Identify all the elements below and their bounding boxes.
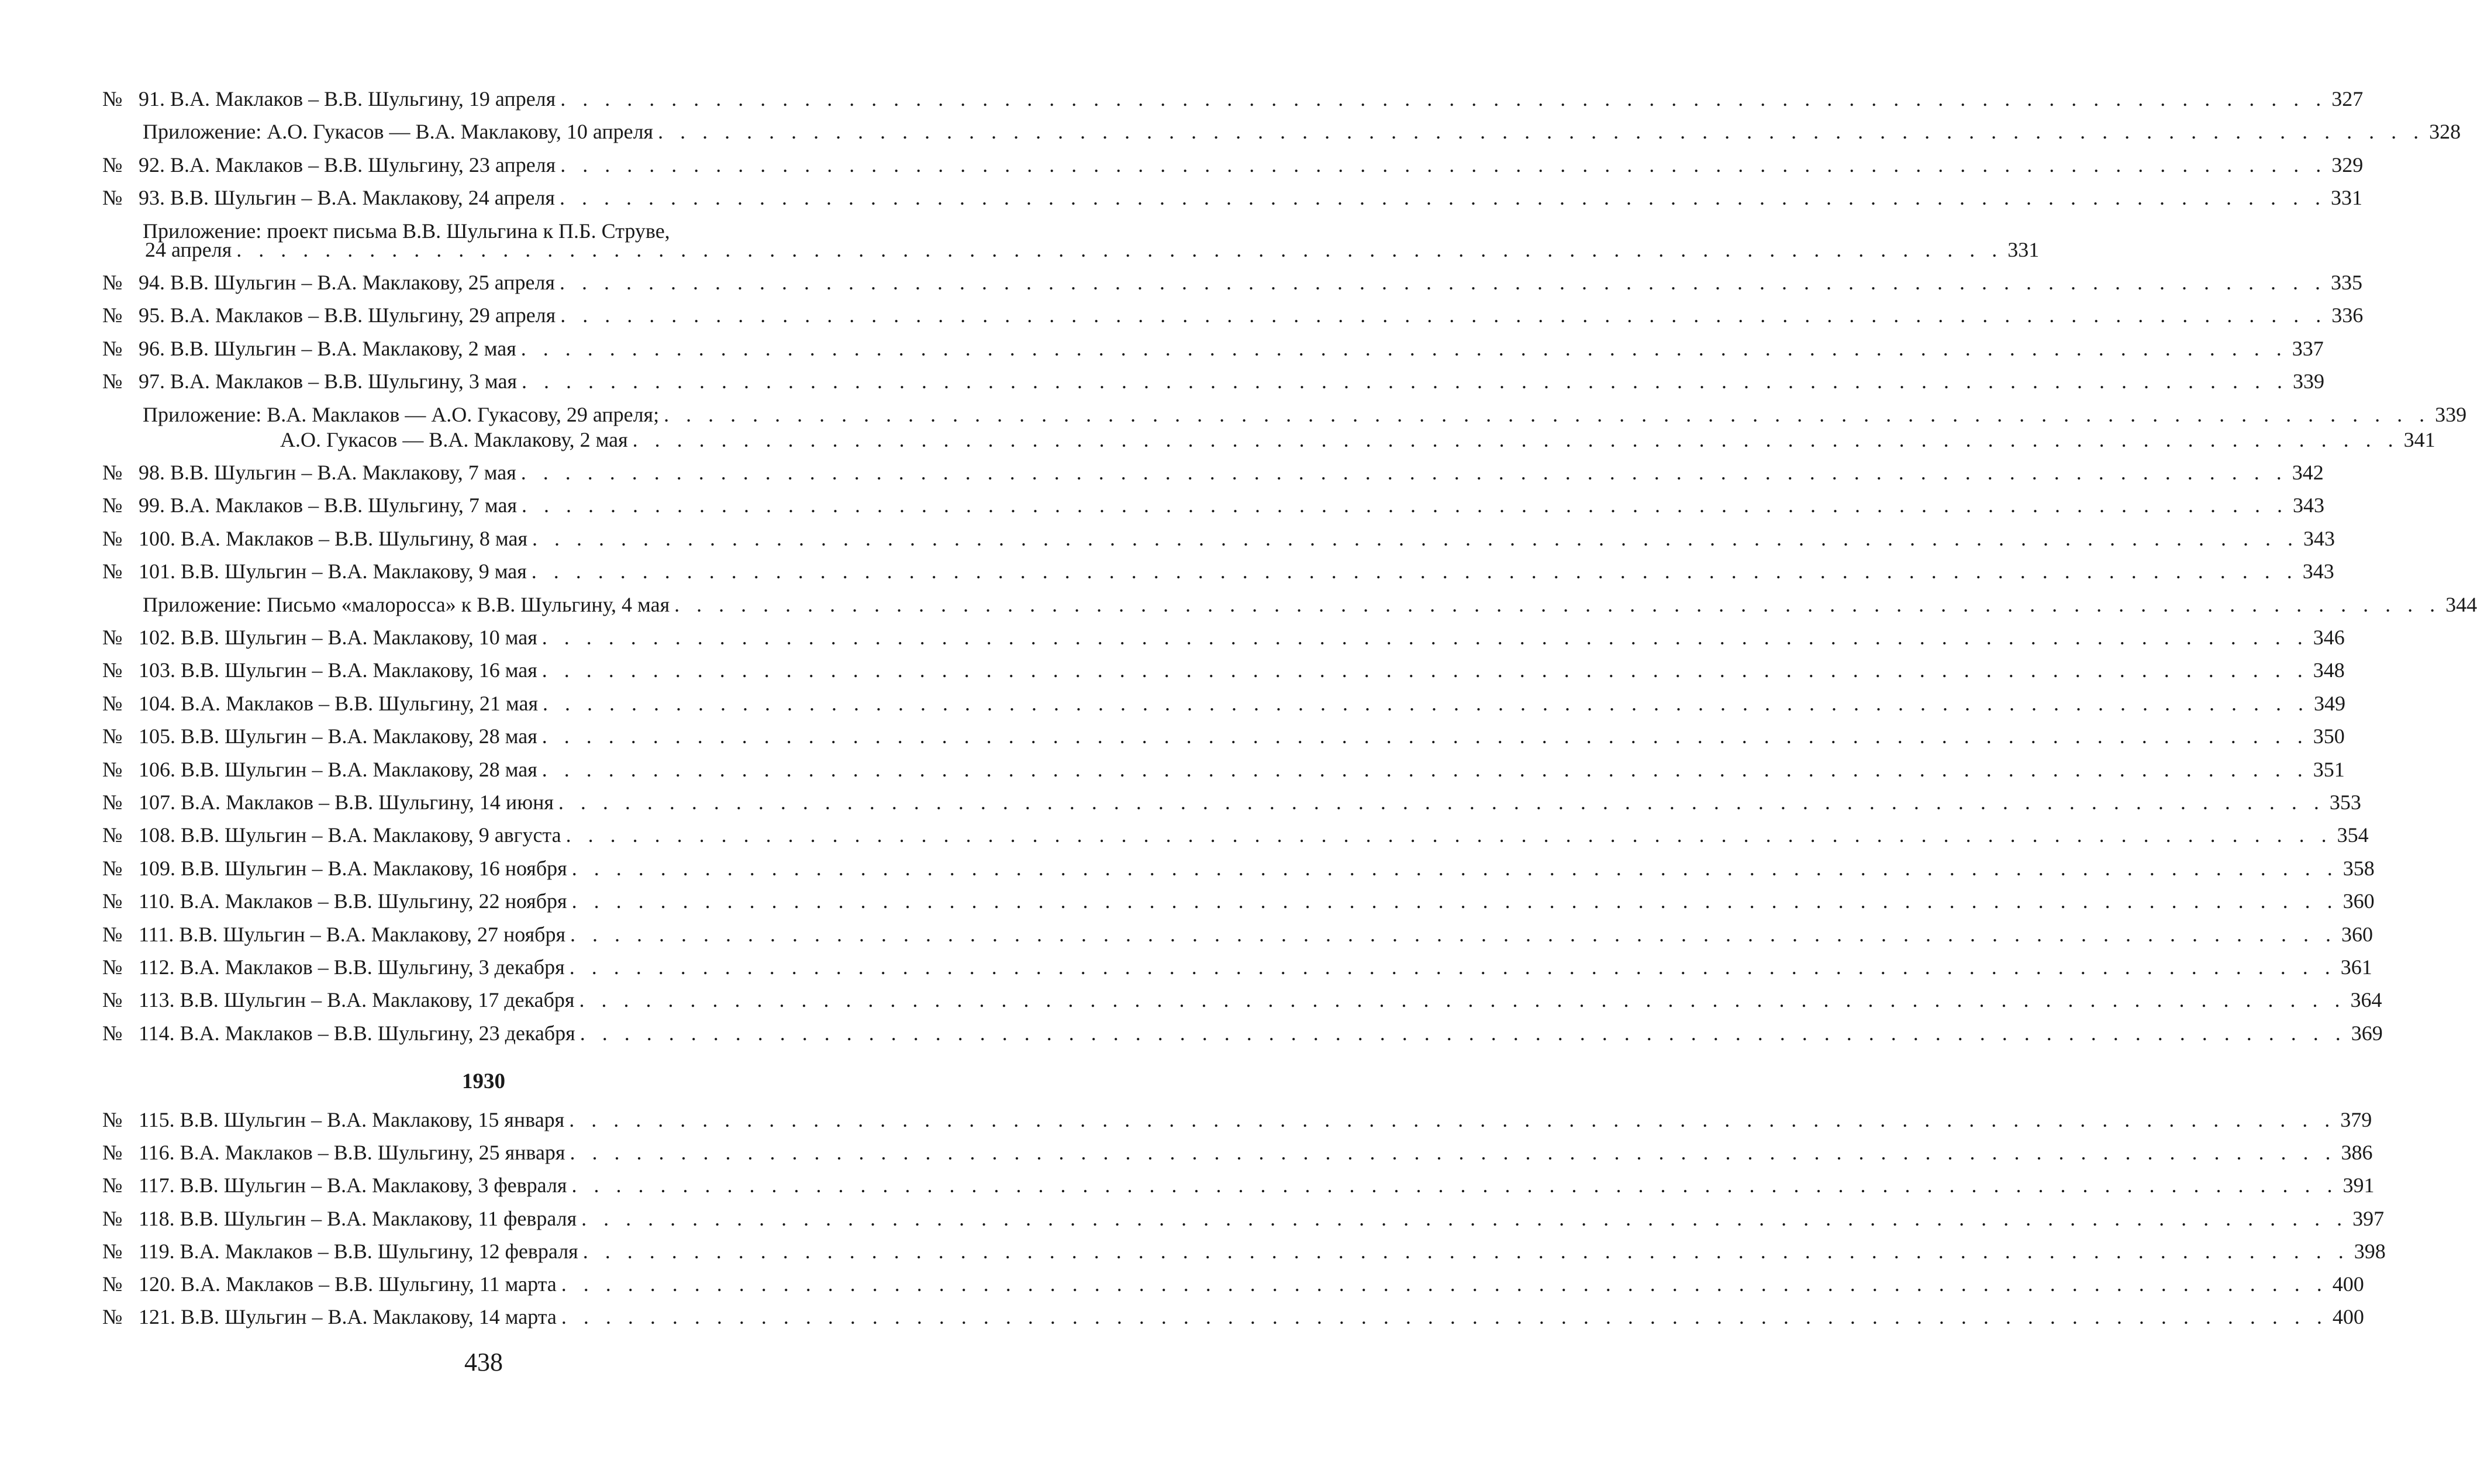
year-heading: 1930 <box>462 1069 505 1093</box>
entry-page: 336 <box>2331 303 2364 327</box>
toc-entry <box>102 334 2324 363</box>
toc-entry <box>102 623 2345 651</box>
dot-leader: . . . . . . . . . . . . . . . . . . . . . . . . . . . . . . . . . . . . . . . . . . . . . . . . . . . . . . . . . . . . . . . . . . . . . . . . . . . . . . . . <box>532 526 2299 550</box>
dot-leader: . . . . . . . . . . . . . . . . . . . . . . . . . . . . . . . . . . . . . . . . . . . . . . . . . . . . . . . . . . . . . . . . . . . . . . . . . . . . . . . . <box>581 1206 2348 1230</box>
entry-body <box>145 236 2040 264</box>
entry-body <box>139 334 2324 363</box>
dot-leader: . . . . . . . . . . . . . . . . . . . . . . . . . . . . . . . . . . . . . . . . . . . . . . . . . . . . . . . . . . . . . . . . . . . . . . . . . . . . . . . . <box>559 271 2326 294</box>
toc-entry <box>102 1237 2386 1265</box>
page-number: 438 <box>464 1348 503 1376</box>
dot-leader: . . . . . . . . . . . . . . . . . . . . . . . . . . . . . . . . . . . . . . . . . . . . . . . . . . . . . . . . . . . . . . . . . . . . . . . . . . . . . . . . <box>561 1305 2328 1329</box>
toc-entry <box>102 1270 2364 1298</box>
dot-leader: . . . . . . . . . . . . . . . . . . . . . . . . . . . . . . . . . . . . . . . . . . . . . . . . . . . . . . . . . . . . . . . . . . . . . . . . . . . . . . . . <box>664 402 2431 426</box>
entry-body <box>139 491 2324 519</box>
toc-entry <box>102 854 2375 882</box>
entry-number-sign: № <box>102 1272 123 1296</box>
entry-body <box>139 557 2334 585</box>
entry-title: 94. В.В. Шульгин – В.А. Маклакову, 25 апреля <box>139 271 555 294</box>
entry-title: 105. В.В. Шульгин – В.А. Маклакову, 28 мая <box>139 724 537 748</box>
entry-page: 358 <box>2343 856 2375 880</box>
entry-number-sign: № <box>102 153 123 177</box>
toc-entry <box>102 268 2362 296</box>
toc-entry <box>102 953 2372 981</box>
dot-leader: . . . . . . . . . . . . . . . . . . . . . . . . . . . . . . . . . . . . . . . . . . . . . . . . . . . . . . . . . . . . . . . . . . . . . . . . . . . . . . . . <box>569 1108 2336 1131</box>
entry-body <box>139 458 2324 486</box>
entry-page: 398 <box>2354 1239 2386 1263</box>
dot-leader: . . . . . . . . . . . . . . . . . . . . . . . . . . . . . . . . . . . . . . . . . . . . . . . . . . . . . . . . . . . . . . . . . . . . . . . . . . . . . . . . <box>565 823 2333 847</box>
appendix-title-continued: 24 апреля <box>145 237 232 261</box>
appendix-title: Приложение: А.О. Гукасов — В.А. Маклакову, 10 апреля <box>143 120 654 144</box>
entry-number-sign: № <box>102 658 123 682</box>
entry-body <box>139 85 2364 113</box>
entry-title: 115. В.В. Шульгин – В.А. Маклакову, 15 января <box>139 1108 565 1131</box>
entry-body <box>139 1106 2372 1134</box>
entry-title: 110. В.А. Маклаков – В.В. Шульгину, 22 ноября <box>139 889 567 913</box>
entry-number-sign: № <box>102 336 123 360</box>
entry-page: 349 <box>2314 691 2345 715</box>
entry-body <box>139 1303 2364 1331</box>
dot-leader: . . . . . . . . . . . . . . . . . . . . . . . . . . . . . . . . . . . . . . . . . . . . . . . . . . . . . . . . . . . . . . . . . . . . . . . . . . . . . . . . <box>522 370 2288 394</box>
entry-body <box>139 367 2324 395</box>
entry-title: 113. В.В. Шульгин – В.А. Маклакову, 17 декабря <box>139 988 575 1012</box>
entry-title: 109. В.В. Шульгин – В.А. Маклакову, 16 ноября <box>139 856 567 880</box>
toc-entry <box>102 887 2375 915</box>
entry-body <box>139 920 2373 948</box>
entry-title: 97. В.А. Маклаков – В.В. Шульгину, 3 мая <box>139 370 517 394</box>
entry-title: 93. В.В. Шульгин – В.А. Маклакову, 24 апреля <box>139 186 555 210</box>
entry-number-sign: № <box>102 1108 123 1131</box>
entry-page: 391 <box>2343 1174 2375 1197</box>
toc-entry <box>102 491 2324 519</box>
entry-body <box>139 821 2369 849</box>
dot-leader: . . . . . . . . . . . . . . . . . . . . . . . . . . . . . . . . . . . . . . . . . . . . . . . . . . . . . . . . . . . . . . . . . . . . . . . . . . . . . . . . <box>658 120 2425 144</box>
toc-entry <box>102 1138 2373 1167</box>
entry-page: 397 <box>2352 1206 2385 1230</box>
toc-entry <box>102 367 2324 395</box>
dot-leader: . . . . . . . . . . . . . . . . . . . . . . . . . . . . . . . . . . . . . . . . . . . . . . . . . . . . . . . . . . . . . . . . . . . . . . . . . . . . . . . . <box>579 988 2346 1012</box>
toc-entry <box>102 821 2369 849</box>
entry-body <box>139 184 2362 212</box>
entry-body <box>139 953 2372 981</box>
dot-leader: . . . . . . . . . . . . . . . . . . . . . . . . . . . . . . . . . . . . . . . . . . . . . . . . . . . . . . . . . . . . . . . . . . . . . . . . . . . . . . . . <box>559 186 2326 210</box>
entry-number-sign: № <box>102 1239 123 1263</box>
entry-body <box>139 755 2345 784</box>
entry-number-sign: № <box>102 271 123 294</box>
entry-title: 92. В.А. Маклаков – В.В. Шульгину, 23 апреля <box>139 153 556 177</box>
entry-page: 344 <box>2445 592 2477 616</box>
entry-number-sign: № <box>102 370 123 394</box>
entry-page: 369 <box>2351 1021 2383 1045</box>
dot-leader: . . . . . . . . . . . . . . . . . . . . . . . . . . . . . . . . . . . . . . . . . . . . . . . . . . . . . . . . . . . . . . . . . . . . . . . . . . . . . . . . <box>522 493 2288 517</box>
dot-leader: . . . . . . . . . . . . . . . . . . . . . . . . . . . . . . . . . . . . . . . . . . . . . . . . . . . . . . . . . . . . . . . . . . . . . . . . . . . . . . . . <box>531 560 2298 584</box>
entry-page: 351 <box>2313 757 2345 781</box>
entry-number-sign: № <box>102 1206 123 1230</box>
toc-entry <box>102 722 2345 750</box>
toc-entry <box>102 301 2364 329</box>
toc-entry <box>102 1205 2385 1233</box>
entry-number-sign: № <box>102 1174 123 1197</box>
entry-title: 98. В.В. Шульгин – В.А. Маклакову, 7 мая <box>139 461 516 484</box>
entry-body <box>280 426 2435 454</box>
dot-leader: . . . . . . . . . . . . . . . . . . . . . . . . . . . . . . . . . . . . . . . . . . . . . . . . . . . . . . . . . . . . . . . . . . . . . . . . . . . . . . . . <box>561 1272 2328 1296</box>
entry-title: 108. В.В. Шульгин – В.А. Маклакову, 9 августа <box>139 823 561 847</box>
entry-page: 327 <box>2331 87 2364 111</box>
entry-body <box>139 1019 2383 1047</box>
dot-leader: . . . . . . . . . . . . . . . . . . . . . . . . . . . . . . . . . . . . . . . . . . . . . . . . . . . . . . . . . . . . . . . . . . . . . . . . . . . . . . . . <box>571 1174 2338 1197</box>
entry-number-sign: № <box>102 988 123 1012</box>
entry-page: 354 <box>2337 823 2369 847</box>
dot-leader: . . . . . . . . . . . . . . . . . . . . . . . . . . . . . . . . . . . . . . . . . . . . . . . . . . . . . . . . . . . . . . . . . . . . . . . . . . . . . . . . <box>560 87 2327 111</box>
entry-number-sign: № <box>102 691 123 715</box>
entry-page: 360 <box>2343 889 2375 913</box>
entry-number-sign: № <box>102 1141 123 1165</box>
entry-number-sign: № <box>102 626 123 649</box>
appendix-entry <box>102 591 2477 619</box>
entry-title: 100. В.А. Маклаков – В.В. Шульгину, 8 мая <box>139 526 527 550</box>
appendix-entry-second <box>102 426 2435 454</box>
entry-body <box>139 1138 2373 1167</box>
entry-page: 335 <box>2330 271 2362 294</box>
entry-page: 329 <box>2331 153 2364 177</box>
toc-entry <box>102 1171 2375 1199</box>
dot-leader: . . . . . . . . . . . . . . . . . . . . . . . . . . . . . . . . . . . . . . . . . . . . . . . . . . . . . . . . . . . . . . . . . . . . . . . . . . . . . . . . <box>579 1021 2347 1045</box>
entry-body <box>139 1205 2385 1233</box>
entry-page: 400 <box>2332 1305 2364 1329</box>
dot-leader: . . . . . . . . . . . . . . . . . . . . . . . . . . . . . . . . . . . . . . . . . . . . . . . . . . . . . . . . . . . . . . . . . . . . . . . . . . . . . . . . <box>541 724 2309 748</box>
dot-leader: . . . . . . . . . . . . . . . . . . . . . . . . . . . . . . . . . . . . . . . . . . . . . . . . . . . . . . . . . . . . . . . . . . . . . . . . . . . . . . . . <box>541 757 2309 781</box>
entry-body <box>139 656 2345 684</box>
dot-leader: . . . . . . . . . . . . . . . . . . . . . . . . . . . . . . . . . . . . . . . . . . . . . . . . . . . . . . . . . . . . . . . . . . . . . . . . . . . . . . . . <box>674 592 2441 616</box>
entry-body <box>139 1237 2386 1265</box>
entry-number-sign: № <box>102 560 123 584</box>
toc-entry <box>102 755 2345 784</box>
entry-body <box>139 788 2361 816</box>
entry-page: 343 <box>2302 560 2334 584</box>
entry-title: 119. В.А. Маклаков – В.В. Шульгину, 12 февраля <box>139 1239 578 1263</box>
toc-entry <box>102 1106 2372 1134</box>
dot-leader: . . . . . . . . . . . . . . . . . . . . . . . . . . . . . . . . . . . . . . . . . . . . . . . . . . . . . . . . . . . . . . . . . . . . . . . . . . . . . . . . <box>541 626 2309 649</box>
entry-title: 107. В.А. Маклаков – В.В. Шульгину, 14 июня <box>139 791 554 814</box>
entry-title: 96. В.В. Шульгин – В.А. Маклакову, 2 мая <box>139 336 516 360</box>
appendix-title: Приложение: Письмо «малоросса» к В.В. Шульгину, 4 мая <box>143 592 670 616</box>
entry-body <box>139 722 2345 750</box>
toc-entry <box>102 151 2364 179</box>
entry-number-sign: № <box>102 526 123 550</box>
entry-page: 339 <box>2435 402 2467 426</box>
entry-body <box>139 1270 2364 1298</box>
dot-leader: . . . . . . . . . . . . . . . . . . . . . . . . . . . . . . . . . . . . . . . . . . . . . . . . . . . . . . . . . . . . . . . . . . . . . . . . . . . . . . . . <box>541 658 2309 682</box>
toc-entry <box>102 1019 2383 1047</box>
entry-page: 400 <box>2332 1272 2364 1296</box>
entry-title: 103. В.В. Шульгин – В.А. Маклакову, 16 мая <box>139 658 537 682</box>
entry-number-sign: № <box>102 1305 123 1329</box>
entry-number-sign: № <box>102 955 123 979</box>
entry-page: 350 <box>2313 724 2345 748</box>
entry-number-sign: № <box>102 87 123 111</box>
dot-leader: . . . . . . . . . . . . . . . . . . . . . . . . . . . . . . . . . . . . . . . . . . . . . . . . . . . . . . . . . . . . . . . . . . . . . . . . . . . . . . . . <box>236 237 2003 261</box>
entry-page: 328 <box>2429 120 2461 144</box>
entry-number-sign: № <box>102 303 123 327</box>
entry-title: 120. В.А. Маклаков – В.В. Шульгину, 11 марта <box>139 1272 557 1296</box>
entry-title: 114. В.А. Маклаков – В.В. Шульгину, 23 декабря <box>139 1021 575 1045</box>
entry-page: 331 <box>2007 237 2040 261</box>
entry-page: 346 <box>2313 626 2345 649</box>
entry-page: 379 <box>2340 1108 2372 1131</box>
entry-title: 111. В.В. Шульгин – В.А. Маклакову, 27 ноября <box>139 922 566 946</box>
entry-body <box>139 301 2364 329</box>
entry-body <box>139 986 2382 1014</box>
toc-entry <box>102 920 2373 948</box>
toc-entry <box>102 184 2362 212</box>
toc-entry <box>102 656 2345 684</box>
toc-entry <box>102 788 2361 816</box>
entry-title: 117. В.В. Шульгин – В.А. Маклакову, 3 февраля <box>139 1174 567 1197</box>
entry-page: 331 <box>2330 186 2362 210</box>
entry-body <box>143 118 2461 146</box>
entry-number-sign: № <box>102 724 123 748</box>
entry-page: 342 <box>2292 461 2324 484</box>
entry-page: 361 <box>2340 955 2372 979</box>
dot-leader: . . . . . . . . . . . . . . . . . . . . . . . . . . . . . . . . . . . . . . . . . . . . . . . . . . . . . . . . . . . . . . . . . . . . . . . . . . . . . . . . <box>520 461 2288 484</box>
entry-body <box>143 591 2477 619</box>
entry-title: 118. В.В. Шульгин – В.А. Маклакову, 11 февраля <box>139 1206 577 1230</box>
entry-page: 348 <box>2313 658 2345 682</box>
dot-leader: . . . . . . . . . . . . . . . . . . . . . . . . . . . . . . . . . . . . . . . . . . . . . . . . . . . . . . . . . . . . . . . . . . . . . . . . . . . . . . . . <box>632 427 2399 451</box>
entry-body <box>139 623 2345 651</box>
entry-number-sign: № <box>102 791 123 814</box>
entry-number-sign: № <box>102 461 123 484</box>
toc-entry <box>102 458 2324 486</box>
dot-leader: . . . . . . . . . . . . . . . . . . . . . . . . . . . . . . . . . . . . . . . . . . . . . . . . . . . . . . . . . . . . . . . . . . . . . . . . . . . . . . . . <box>520 336 2288 360</box>
entry-number-sign: № <box>102 823 123 847</box>
dot-leader: . . . . . . . . . . . . . . . . . . . . . . . . . . . . . . . . . . . . . . . . . . . . . . . . . . . . . . . . . . . . . . . . . . . . . . . . . . . . . . . . <box>558 791 2325 814</box>
entry-page: 364 <box>2350 988 2382 1012</box>
entry-page: 360 <box>2341 922 2373 946</box>
entry-number-sign: № <box>102 1021 123 1045</box>
entry-body <box>139 151 2364 179</box>
entry-title: 102. В.В. Шульгин – В.А. Маклакову, 10 мая <box>139 626 537 649</box>
entry-page: 337 <box>2292 336 2324 360</box>
entry-body <box>139 689 2345 717</box>
entry-title: 95. В.А. Маклаков – В.В. Шульгину, 29 апреля <box>139 303 556 327</box>
entry-number-sign: № <box>102 186 123 210</box>
entry-number-sign: № <box>102 889 123 913</box>
appendix-entry-continued <box>102 236 2040 264</box>
entry-title: 116. В.А. Маклаков – В.В. Шульгину, 25 января <box>139 1141 565 1165</box>
dot-leader: . . . . . . . . . . . . . . . . . . . . . . . . . . . . . . . . . . . . . . . . . . . . . . . . . . . . . . . . . . . . . . . . . . . . . . . . . . . . . . . . <box>560 303 2327 327</box>
entry-page: 386 <box>2341 1141 2373 1165</box>
entry-body <box>139 524 2335 553</box>
appendix-title: Приложение: проект письма В.В. Шульгина к П.Б. Струве, <box>143 219 670 243</box>
dot-leader: . . . . . . . . . . . . . . . . . . . . . . . . . . . . . . . . . . . . . . . . . . . . . . . . . . . . . . . . . . . . . . . . . . . . . . . . . . . . . . . . <box>570 1141 2337 1165</box>
dot-leader: . . . . . . . . . . . . . . . . . . . . . . . . . . . . . . . . . . . . . . . . . . . . . . . . . . . . . . . . . . . . . . . . . . . . . . . . . . . . . . . . <box>571 889 2338 913</box>
entry-page: 353 <box>2329 791 2361 814</box>
entry-body <box>139 854 2375 882</box>
dot-leader: . . . . . . . . . . . . . . . . . . . . . . . . . . . . . . . . . . . . . . . . . . . . . . . . . . . . . . . . . . . . . . . . . . . . . . . . . . . . . . . . <box>569 955 2336 979</box>
toc-entry <box>102 1303 2364 1331</box>
entry-body <box>139 1171 2375 1199</box>
entry-number-sign: № <box>102 856 123 880</box>
dot-leader: . . . . . . . . . . . . . . . . . . . . . . . . . . . . . . . . . . . . . . . . . . . . . . . . . . . . . . . . . . . . . . . . . . . . . . . . . . . . . . . . <box>571 856 2338 880</box>
entry-page: 343 <box>2303 526 2335 550</box>
appendix-title: Приложение: В.А. Маклаков — А.О. Гукасову, 29 апреля; <box>143 402 660 426</box>
entry-body <box>143 401 2467 429</box>
toc-entry <box>102 986 2382 1014</box>
entry-page: 339 <box>2293 370 2324 394</box>
appendix-title-second: А.О. Гукасов — В.А. Маклакову, 2 мая <box>280 427 628 451</box>
dot-leader: . . . . . . . . . . . . . . . . . . . . . . . . . . . . . . . . . . . . . . . . . . . . . . . . . . . . . . . . . . . . . . . . . . . . . . . . . . . . . . . . <box>543 691 2309 715</box>
entry-page: 341 <box>2403 427 2435 451</box>
toc-entry <box>102 85 2364 113</box>
entry-number-sign: № <box>102 922 123 946</box>
dot-leader: . . . . . . . . . . . . . . . . . . . . . . . . . . . . . . . . . . . . . . . . . . . . . . . . . . . . . . . . . . . . . . . . . . . . . . . . . . . . . . . . <box>582 1239 2350 1263</box>
toc-entry <box>102 557 2334 585</box>
entry-page: 343 <box>2293 493 2324 517</box>
entry-body <box>139 268 2362 296</box>
entry-number-sign: № <box>102 757 123 781</box>
entry-title: 121. В.В. Шульгин – В.А. Маклакову, 14 марта <box>139 1305 557 1329</box>
appendix-entry <box>102 401 2467 429</box>
entry-title: 104. В.А. Маклаков – В.В. Шульгину, 21 мая <box>139 691 538 715</box>
entry-body <box>139 887 2375 915</box>
dot-leader: . . . . . . . . . . . . . . . . . . . . . . . . . . . . . . . . . . . . . . . . . . . . . . . . . . . . . . . . . . . . . . . . . . . . . . . . . . . . . . . . <box>570 922 2337 946</box>
entry-title: 101. В.В. Шульгин – В.А. Маклакову, 9 мая <box>139 560 527 584</box>
entry-number-sign: № <box>102 493 123 517</box>
dot-leader: . . . . . . . . . . . . . . . . . . . . . . . . . . . . . . . . . . . . . . . . . . . . . . . . . . . . . . . . . . . . . . . . . . . . . . . . . . . . . . . . <box>560 153 2327 177</box>
entry-title: 91. В.А. Маклаков – В.В. Шульгину, 19 апреля <box>139 87 556 111</box>
entry-title: 112. В.А. Маклаков – В.В. Шульгину, 3 декабря <box>139 955 565 979</box>
toc-entry <box>102 689 2345 717</box>
entry-title: 99. В.А. Маклаков – В.В. Шульгину, 7 мая <box>139 493 517 517</box>
appendix-entry <box>102 118 2461 146</box>
entry-title: 106. В.В. Шульгин – В.А. Маклакову, 28 мая <box>139 757 537 781</box>
toc-entry <box>102 524 2335 553</box>
